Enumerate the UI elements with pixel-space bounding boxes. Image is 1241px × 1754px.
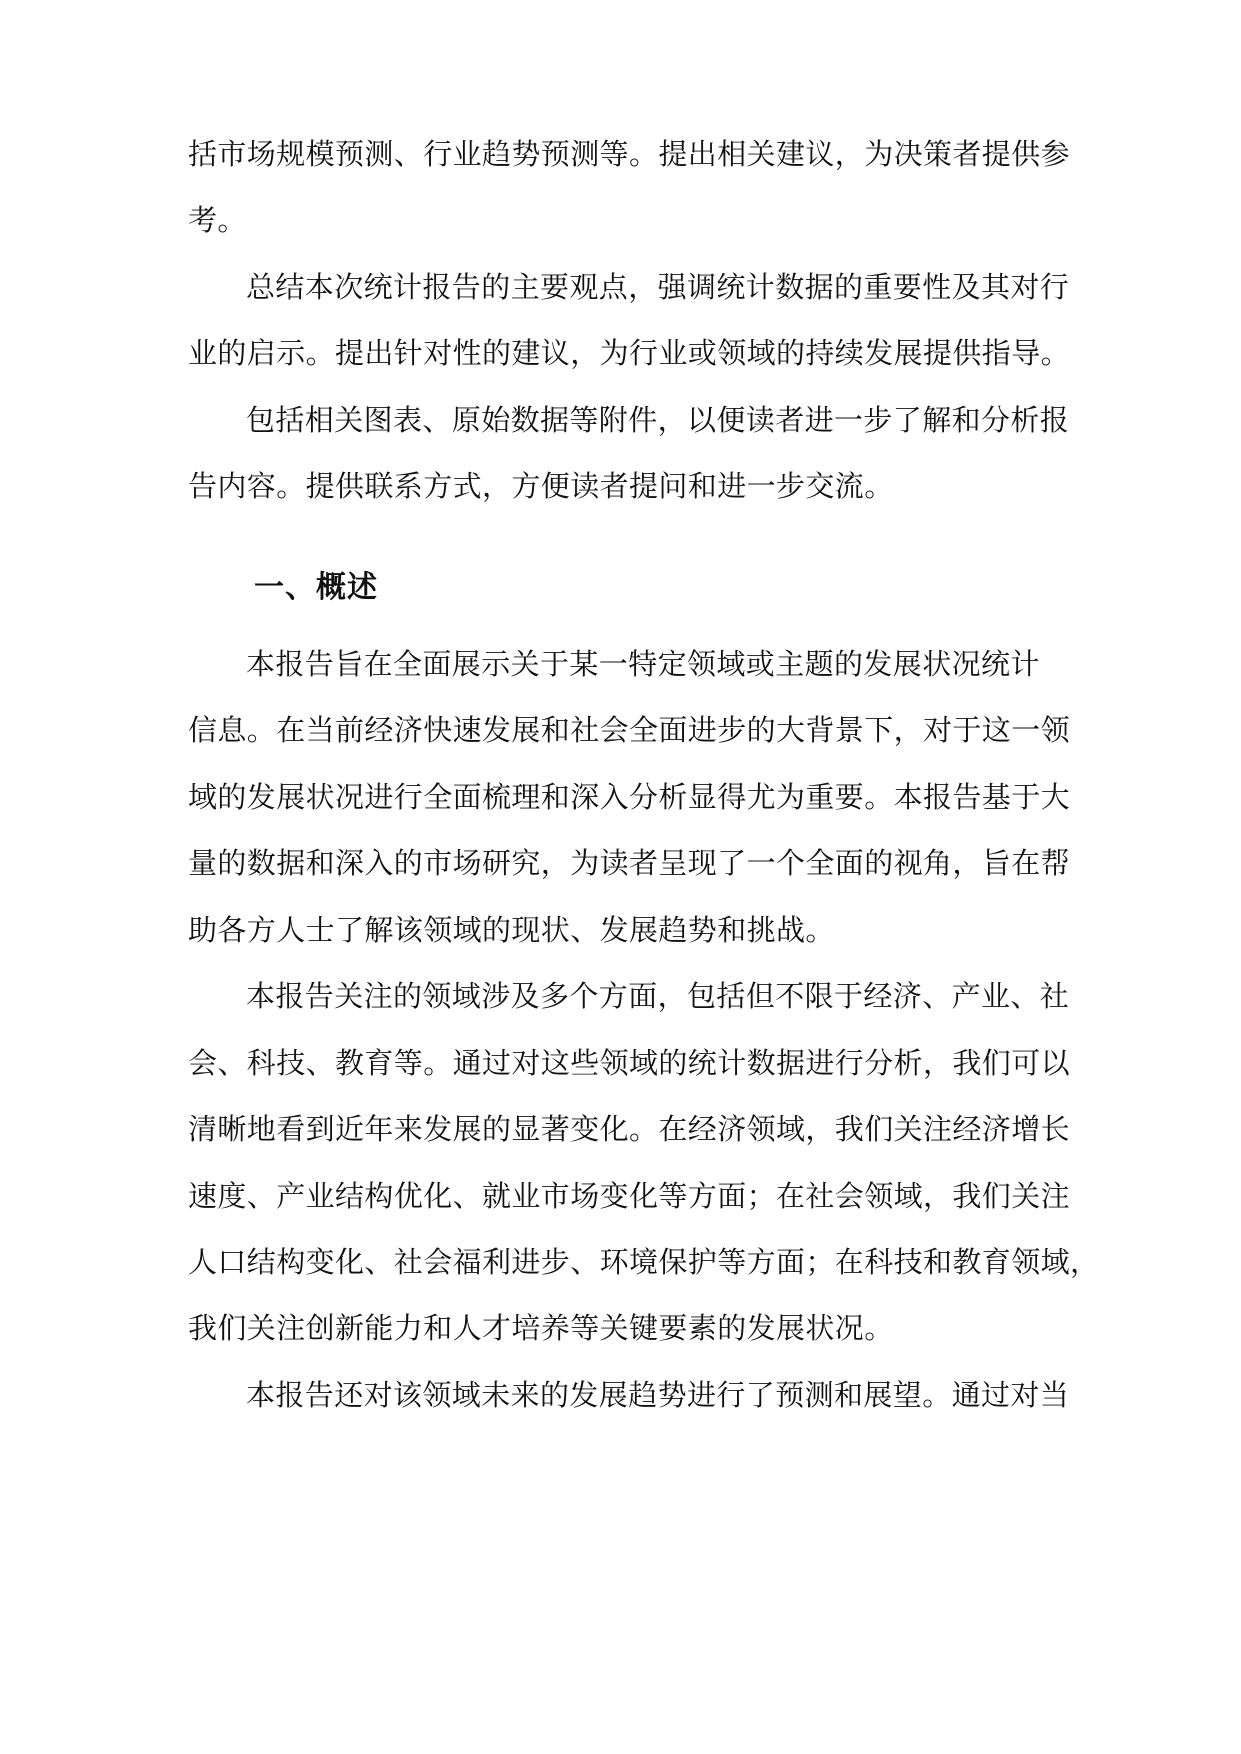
paragraph-line: 助各方人士了解该领域的现状、发展趋势和挑战。 xyxy=(188,913,835,947)
paragraph-line: 域的发展状况进行全面梳理和深入分析显得尤为重要。本报告基于大 xyxy=(188,780,1071,814)
paragraph-line: 速度、产业结构优化、就业市场变化等方面；在社会领域，我们关注 xyxy=(188,1179,1071,1213)
paragraph-line: 本报告旨在全面展示关于某一特定领域或主题的发展状况统计 xyxy=(246,647,1040,681)
paragraph-line: 包括相关图表、原始数据等附件，以便读者进一步了解和分析报 xyxy=(246,403,1070,437)
paragraph-line: 业的启示。提出针对性的建议，为行业或领域的持续发展提供指导。 xyxy=(188,336,1071,370)
paragraph-line: 清晰地看到近年来发展的显著变化。在经济领域，我们关注经济增长 xyxy=(188,1112,1071,1146)
paragraph-line: 人口结构变化、社会福利进步、环境保护等方面；在科技和教育领域， xyxy=(188,1245,1100,1279)
paragraph-line: 括市场规模预测、行业趋势预测等。提出相关建议，为决策者提供参 xyxy=(188,137,1071,171)
paragraph-line: 信息。在当前经济快速发展和社会全面进步的大背景下，对于这一领 xyxy=(188,713,1071,747)
paragraph-line: 量的数据和深入的市场研究，为读者呈现了一个全面的视角，旨在帮 xyxy=(188,846,1071,880)
paragraph-line: 我们关注创新能力和人才培养等关键要素的发展状况。 xyxy=(188,1311,894,1345)
paragraph-line: 本报告还对该领域未来的发展趋势进行了预测和展望。通过对当 xyxy=(246,1378,1070,1412)
section-heading: 一、概述 xyxy=(254,570,378,605)
paragraph-line: 考。 xyxy=(188,203,247,237)
paragraph-line: 会、科技、教育等。通过对这些领域的统计数据进行分析，我们可以 xyxy=(188,1046,1071,1080)
paragraph-line: 总结本次统计报告的主要观点，强调统计数据的重要性及其对行 xyxy=(246,270,1070,304)
paragraph-line: 告内容。提供联系方式，方便读者提问和进一步交流。 xyxy=(188,469,894,503)
paragraph-line: 本报告关注的领域涉及多个方面，包括但不限于经济、产业、社 xyxy=(246,979,1070,1013)
